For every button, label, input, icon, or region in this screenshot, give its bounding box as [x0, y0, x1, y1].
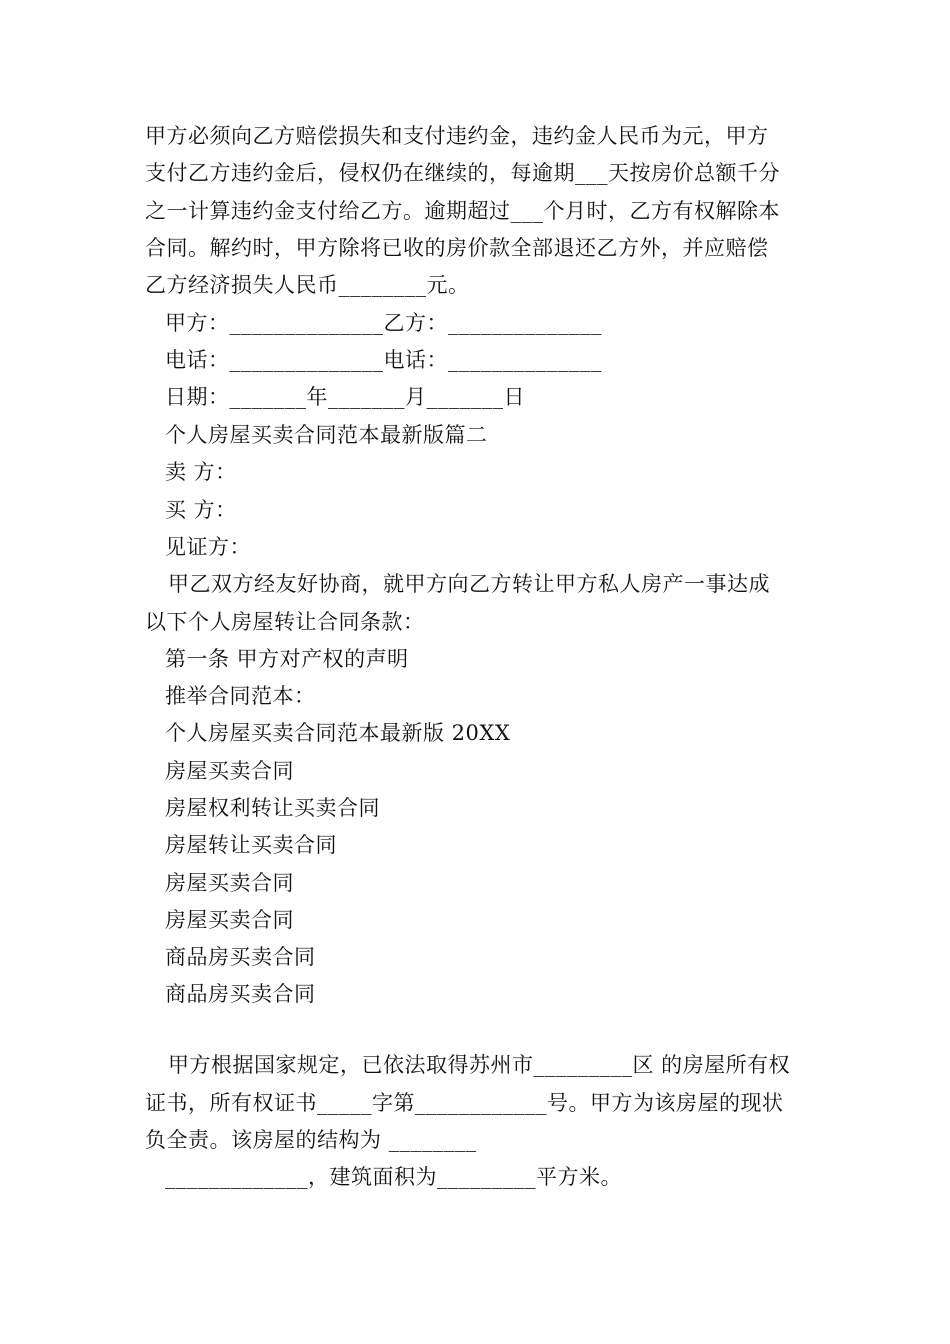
- recommend-label: 推举合同范本：: [165, 684, 316, 708]
- paragraph-line: _____________，建筑面积为_________平方米。: [165, 1165, 622, 1189]
- paragraph-line: 负全责。该房屋的结构为 ________: [145, 1128, 477, 1152]
- list-item: 房屋权利转让买卖合同: [165, 796, 380, 820]
- intro-line: 以下个人房屋转让合同条款：: [145, 610, 425, 634]
- paragraph-line: 乙方经济损失人民币________元。: [145, 273, 470, 297]
- paragraph-line: 甲方必须向乙方赔偿损失和支付违约金，违约金人民币为元，甲方: [145, 124, 769, 148]
- buyer-label: 买 方：: [165, 498, 237, 522]
- intro-line: 甲乙双方经友好协商，就甲方向乙方转让甲方私人房产一事达成: [168, 572, 770, 596]
- article-heading: 第一条 甲方对产权的声明: [165, 647, 409, 671]
- paragraph-line: 支付乙方违约金后，侵权仍在继续的，每逾期___天按房价总额千分: [145, 161, 780, 185]
- witness-label: 见证方：: [165, 535, 251, 559]
- seller-label: 卖 方：: [165, 460, 237, 484]
- list-item: 商品房买卖合同: [165, 982, 316, 1006]
- list-item: 个人房屋买卖合同范本最新版 20XX: [165, 721, 511, 745]
- section-title: 个人房屋买卖合同范本最新版篇二: [165, 423, 488, 447]
- list-item: 商品房买卖合同: [165, 945, 316, 969]
- list-item: 房屋买卖合同: [165, 759, 294, 783]
- paragraph-line: 之一计算违约金支付给乙方。逾期超过___个月时，乙方有权解除本: [145, 199, 780, 223]
- paragraph-line: 甲方根据国家规定，已依法取得苏州市_________区 的房屋所有权: [168, 1053, 791, 1077]
- list-item: 房屋转让买卖合同: [165, 833, 337, 857]
- paragraph-line: 证书，所有权证书_____字第____________号。甲方为该房屋的现状: [145, 1091, 784, 1115]
- signature-party-line: 甲方：______________乙方：______________: [165, 311, 602, 335]
- signature-phone-line: 电话：______________电话：______________: [165, 348, 602, 372]
- list-item: 房屋买卖合同: [165, 908, 294, 932]
- paragraph-line: 合同。解约时，甲方除将已收的房价款全部退还乙方外，并应赔偿: [145, 236, 769, 260]
- signature-date-line: 日期：_______年_______月_______日: [165, 385, 525, 409]
- list-item: 房屋买卖合同: [165, 871, 294, 895]
